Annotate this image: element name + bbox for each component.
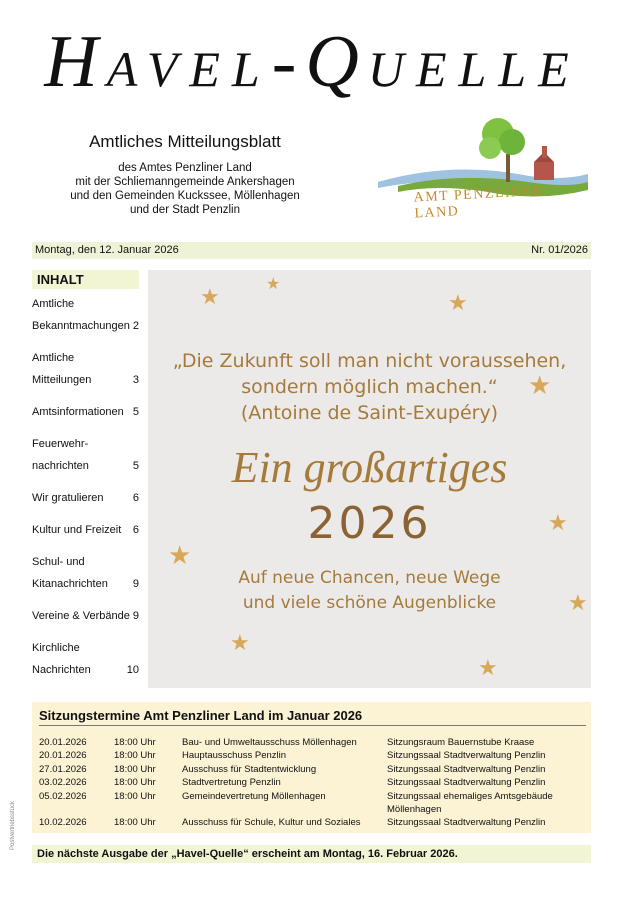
greeting-script: Ein großartiges	[231, 443, 508, 492]
masthead-avel: AVEL	[106, 41, 272, 97]
toc-entry-label	[32, 519, 139, 541]
meeting-body: Stadtvertretung Penzlin	[182, 777, 281, 789]
amt-logo	[378, 112, 588, 222]
toc-entry	[32, 347, 139, 391]
toc-entry-label	[32, 659, 139, 681]
toc-entry-label	[32, 455, 139, 477]
quote-line: „Die Zukunft soll man nicht voraussehen,	[172, 350, 567, 372]
meeting-body: Hauptausschuss Penzlin	[182, 750, 287, 762]
table-row	[39, 790, 587, 817]
meeting-place: Sitzungsraum Bauernstube Kraase	[387, 737, 535, 748]
meeting-time: 18:00 Uhr	[114, 737, 156, 748]
toc-spacer	[32, 509, 139, 519]
toc-spacer	[32, 477, 139, 487]
toc-entry-label: Kirchliche	[32, 642, 80, 654]
toc-entry-label	[32, 315, 139, 337]
toc-entry	[32, 519, 139, 541]
toc-entry	[32, 637, 139, 681]
meeting-schedule-title: Sitzungstermine Amt Penzliner Land im Januar 2026	[39, 708, 363, 723]
meeting-body: Gemeindevertretung Möllenhagen	[182, 790, 326, 802]
logo-text: AMT PENZLINER LAND	[413, 183, 544, 222]
table-row	[39, 736, 587, 749]
masthead-dash: -	[271, 21, 306, 103]
quote-author: (Antoine de Saint-Exupéry)	[240, 402, 499, 424]
star-decoration: ★	[528, 370, 552, 400]
star-decoration: ★	[230, 630, 250, 655]
toc-entry-text: Wir gratulieren	[32, 492, 104, 504]
toc-entry-label	[32, 487, 139, 509]
meeting-time: 18:00 Uhr	[114, 817, 156, 829]
toc-entry-label: Schul- und	[32, 556, 85, 568]
toc-entry-text: Kultur und Freizeit	[32, 524, 122, 536]
toc-entry	[32, 401, 139, 423]
toc-entry-label	[32, 369, 139, 391]
greeting-year: 2026	[307, 498, 432, 549]
next-issue-banner	[32, 845, 591, 863]
toc-entry	[32, 293, 139, 337]
meeting-place: Sitzungssaal Stadtverwaltung Penzlin	[387, 817, 546, 829]
meeting-schedule	[32, 702, 591, 833]
toc-entry	[32, 605, 139, 627]
toc-entry-label	[32, 573, 139, 595]
toc-spacer	[32, 337, 139, 347]
toc-entry-page: 9	[132, 610, 139, 622]
meeting-date: 10.02.2026	[39, 817, 87, 829]
toc-entry-label: Feuerwehr-	[32, 438, 89, 450]
star-decoration: ★	[548, 510, 568, 535]
toc-entry-text: Bekanntmachungen	[32, 320, 130, 332]
toc-spacer	[32, 595, 139, 605]
next-issue-text: Die nächste Ausgabe der „Havel-Quelle“ erscheint am Montag, 16. Februar 2026.	[37, 848, 458, 860]
toc-spacer	[32, 423, 139, 433]
meeting-date: 27.01.2026	[39, 763, 87, 775]
date-bar	[32, 242, 591, 259]
toc-entry	[32, 433, 139, 477]
toc-entry-text: Amtsinformationen	[32, 406, 124, 418]
toc-items	[32, 293, 139, 681]
toc-entry-page: 5	[132, 460, 139, 472]
toc-entry-page: 6	[132, 492, 139, 504]
meeting-place: Sitzungssaal ehemaliges Amtsgebäude Möllenhagen	[387, 790, 553, 816]
meeting-date: 20.01.2026	[39, 750, 87, 762]
toc-entry-page: 5	[132, 406, 139, 418]
masthead-letter-q: Q	[305, 21, 368, 103]
greeting-line: und viele schöne Augenblicke	[242, 593, 497, 613]
meeting-time: 18:00 Uhr	[114, 777, 156, 789]
meeting-place: Sitzungssaal Stadtverwaltung Penzlin	[387, 750, 546, 762]
masthead-uelle: UELLE	[367, 41, 581, 97]
toc-entry-text: Nachrichten	[32, 664, 91, 676]
meeting-time: 18:00 Uhr	[114, 790, 156, 802]
star-decoration: ★	[200, 284, 220, 309]
subtitle-line: und der Stadt Penzlin	[130, 204, 240, 216]
masthead-title	[0, 22, 625, 109]
toc-spacer	[32, 541, 139, 551]
subtitle-line: mit der Schliemanngemeinde Ankershagen	[75, 176, 295, 188]
publication-subtitle	[60, 132, 310, 217]
quote-line: sondern möglich machen.“	[241, 376, 498, 398]
toc-heading: INHALT	[32, 270, 139, 289]
issue-number: Nr. 01/2026	[531, 244, 588, 256]
star-decoration: ★	[568, 590, 588, 615]
table-row	[39, 776, 587, 789]
meeting-place: Sitzungssaal Stadtverwaltung Penzlin	[387, 777, 546, 789]
star-decoration: ★	[168, 540, 192, 570]
toc-entry-page: 2	[132, 320, 139, 332]
star-decoration: ★	[266, 276, 281, 293]
toc-entry-page: 3	[132, 374, 139, 386]
toc-entry	[32, 551, 139, 595]
meeting-time: 18:00 Uhr	[114, 750, 156, 762]
meeting-body: Ausschuss für Stadtentwicklung	[182, 763, 317, 775]
table-of-contents	[32, 270, 139, 681]
greeting-line: Auf neue Chancen, neue Wege	[238, 568, 501, 588]
toc-entry-text: nachrichten	[32, 460, 89, 472]
meeting-table	[39, 736, 587, 830]
toc-entry-label	[32, 401, 139, 423]
star-decoration: ★	[478, 655, 498, 680]
star-decoration: ★	[448, 290, 468, 315]
meeting-date: 05.02.2026	[39, 790, 87, 802]
toc-entry-label: Amtliche	[32, 298, 75, 310]
meeting-place: Sitzungssaal Stadtverwaltung Penzlin	[387, 763, 546, 775]
meeting-date: 03.02.2026	[39, 777, 87, 789]
subtitle-heading: Amtliches Mitteilungsblatt	[89, 132, 281, 151]
meeting-date: 20.01.2026	[39, 737, 87, 748]
meeting-body: Ausschuss für Schule, Kultur und Soziales	[182, 817, 361, 829]
toc-spacer	[32, 627, 139, 637]
toc-entry-text: Mitteilungen	[32, 374, 92, 386]
toc-entry-text: Vereine & Verbände	[32, 610, 130, 622]
subtitle-line: des Amtes Penzliner Land	[118, 162, 252, 174]
toc-entry-text: Kitanachrichten	[32, 578, 108, 590]
meeting-body: Bau- und Umweltausschuss Möllenhagen	[182, 737, 357, 748]
masthead-letter-h: H	[44, 21, 107, 103]
subtitle-line: und den Gemeinden Kuckssee, Möllenhagen	[70, 190, 300, 202]
meeting-time: 18:00 Uhr	[114, 763, 156, 775]
toc-entry-page: 10	[126, 664, 139, 676]
toc-entry	[32, 487, 139, 509]
table-row	[39, 816, 587, 829]
toc-entry-page: 9	[132, 578, 139, 590]
toc-entry-label	[32, 605, 139, 627]
table-row	[39, 763, 587, 776]
side-note: Postvertriebsstück	[10, 800, 16, 850]
divider	[39, 725, 586, 726]
table-row	[39, 749, 587, 762]
issue-date: Montag, den 12. Januar 2026	[35, 244, 179, 256]
toc-entry-page: 6	[132, 524, 139, 536]
toc-spacer	[32, 391, 139, 401]
new-year-greeting-image	[148, 270, 591, 688]
toc-entry-label: Amtliche	[32, 352, 75, 364]
